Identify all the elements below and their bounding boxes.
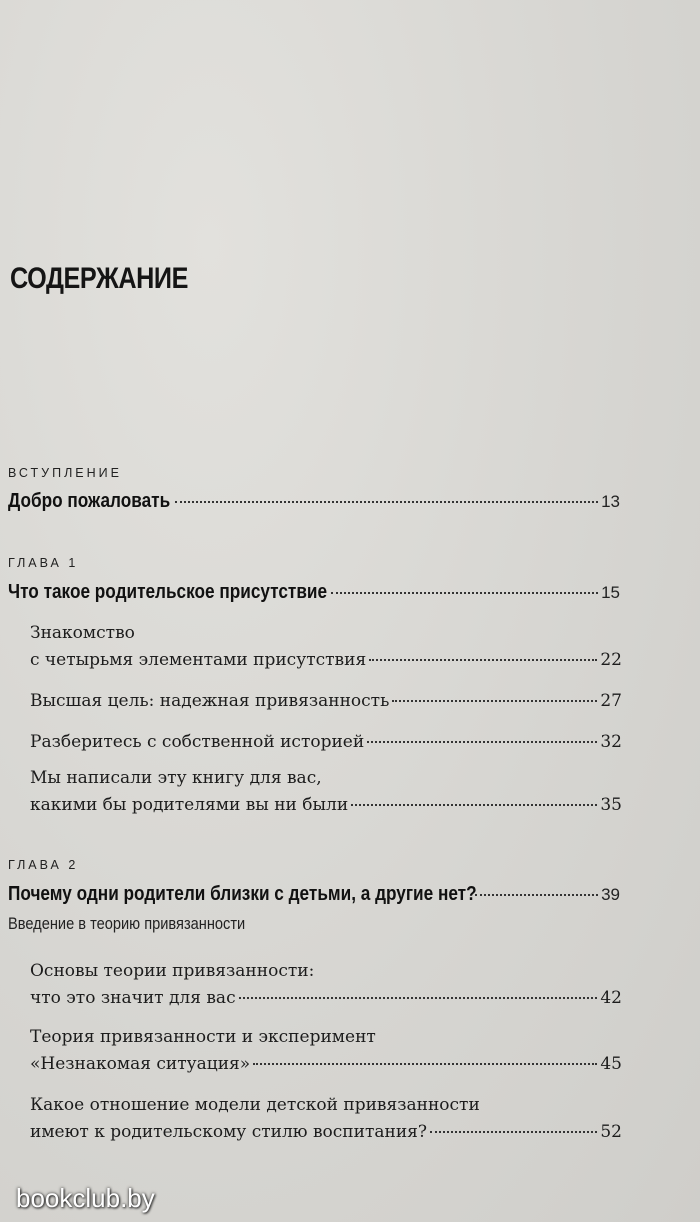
entry-line-2: Высшая цель: надежная привязанность: [30, 691, 390, 711]
watermark: bookclub.by: [16, 1183, 155, 1213]
heading-text: Что такое родительское присутствие: [8, 581, 328, 603]
page-number: 15: [601, 583, 620, 602]
page-number: 35: [600, 795, 622, 815]
toc-heading-chapter-2[interactable]: [8, 883, 620, 906]
entry-line-1: Теория привязанности и эксперимент: [30, 1027, 376, 1047]
page-number: 52: [600, 1122, 622, 1142]
dot-leader: [430, 1131, 597, 1133]
toc-entry[interactable]: [30, 958, 622, 1012]
dot-leader: [369, 659, 597, 661]
page-number: 13: [601, 492, 620, 511]
page-number: 22: [600, 650, 622, 670]
section-label-intro: ВСТУПЛЕНИЕ: [8, 466, 122, 480]
entry-line-2: «Незнакомая ситуация»: [30, 1054, 251, 1074]
entry-line-1: Знакомство: [30, 623, 135, 643]
entry-line-1: Основы теории привязанности:: [30, 961, 315, 981]
toc-entry[interactable]: [30, 1092, 622, 1146]
toc-entry[interactable]: [30, 765, 622, 819]
page-number: 45: [600, 1054, 622, 1074]
toc-entry[interactable]: [30, 688, 622, 715]
page-title: СОДЕРЖАНИЕ: [10, 262, 188, 295]
heading-text: Почему одни родители близки с детьми, а другие нет?: [8, 883, 477, 905]
toc-heading-intro[interactable]: [8, 490, 620, 513]
entry-line-2: какими бы родителями вы ни были: [30, 795, 349, 815]
toc-entry[interactable]: [30, 1024, 622, 1078]
page-number: 42: [600, 988, 622, 1008]
section-label-chapter-1: ГЛАВА 1: [8, 556, 79, 570]
dot-leader: [392, 700, 597, 702]
entry-line-1: Мы написали эту книгу для вас,: [30, 768, 322, 788]
entry-line-2: Разберитесь с собственной историей: [30, 732, 365, 752]
dot-leader: [175, 501, 599, 503]
entry-line-2: с четырьмя элементами присутствия: [30, 650, 367, 670]
dot-leader: [239, 997, 598, 999]
entry-line-1: Какое отношение модели детской привязанности: [30, 1095, 480, 1115]
toc-heading-chapter-1[interactable]: [8, 581, 620, 604]
toc-entry[interactable]: [30, 729, 622, 756]
page-number: 32: [600, 732, 622, 752]
section-label-chapter-2: ГЛАВА 2: [8, 858, 79, 872]
chapter-subheading: Введение в теорию привязанности: [8, 914, 246, 933]
entry-line-2: имеют к родительскому стилю воспитания?: [30, 1122, 427, 1142]
entry-line-2: что это значит для вас: [30, 988, 236, 1008]
dot-leader: [367, 741, 597, 743]
page-number: 39: [601, 885, 620, 904]
dot-leader: [351, 804, 597, 806]
dot-leader: [475, 894, 598, 896]
page-number: 27: [600, 691, 622, 711]
dot-leader: [331, 592, 598, 594]
dot-leader: [253, 1063, 597, 1065]
toc-entry[interactable]: [30, 620, 622, 674]
heading-text: Добро пожаловать: [8, 490, 171, 512]
